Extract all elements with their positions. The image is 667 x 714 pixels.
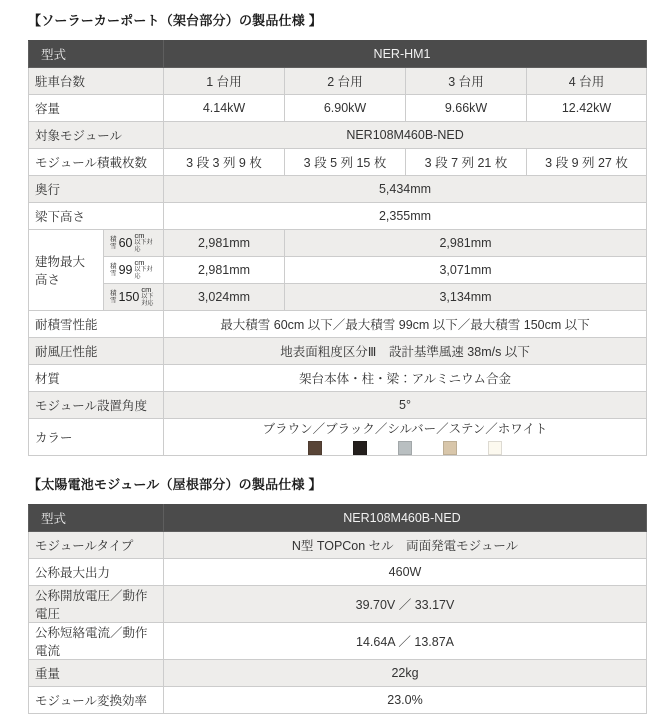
install-angle-value: 5° <box>164 392 647 419</box>
row-weight <box>29 660 647 687</box>
pv-spec-title: 【太陽電池モジュール（屋根部分）の製品仕様 】 <box>28 477 322 492</box>
material-label: 材質 <box>29 365 164 392</box>
row-target-module <box>29 122 647 149</box>
color-swatch-black <box>353 441 367 455</box>
pv-header-row <box>29 505 647 532</box>
row-beam-height <box>29 203 647 230</box>
color-swatch-sten <box>443 441 457 455</box>
row-max-output <box>29 559 647 586</box>
parking-value-1: 1 台用 <box>164 68 285 95</box>
snow-unit: cm <box>141 284 152 294</box>
efficiency-label: モジュール変換効率 <box>29 687 164 714</box>
snow-unit: cm <box>134 230 145 240</box>
snow-note: 以下対応 <box>141 294 154 308</box>
building-height-99-value-1: 2,981mm <box>164 257 285 284</box>
wind-resistance-value: 地表面粗度区分Ⅲ 設計基準風速 38m/s 以下 <box>164 338 647 365</box>
parking-value-2: 2 台用 <box>285 68 406 95</box>
target-module-value: NER108M460B-NED <box>164 122 647 149</box>
weight-value: 22kg <box>164 660 647 687</box>
snow-depth-60-icon <box>110 232 157 254</box>
weight-label: 重量 <box>29 660 164 687</box>
current-value: 14.64A ／ 13.87A <box>164 623 647 660</box>
loading-value-1: 3 段 3 列 9 枚 <box>164 149 285 176</box>
snow-150-number: 150 <box>118 289 140 304</box>
beam-height-label: 梁下高さ <box>29 203 164 230</box>
snow-badge-kanji: 積雪 <box>110 262 117 277</box>
row-depth <box>29 176 647 203</box>
depth-value: 5,434mm <box>164 176 647 203</box>
loading-value-2: 3 段 5 列 15 枚 <box>285 149 406 176</box>
pv-model-header-value: NER108M460B-NED <box>164 505 647 532</box>
row-module-loading <box>29 149 647 176</box>
module-type-value: N型 TOPCon セル 両面発電モジュール <box>164 532 647 559</box>
install-angle-label: モジュール設置角度 <box>29 392 164 419</box>
pv-spec-table <box>28 504 647 714</box>
max-output-value: 460W <box>164 559 647 586</box>
capacity-value-2: 6.90kW <box>285 95 406 122</box>
row-building-height-60 <box>29 230 647 257</box>
loading-value-4: 3 段 9 列 27 枚 <box>527 149 647 176</box>
snow-badge-kanji: 積雪 <box>110 235 117 250</box>
row-efficiency <box>29 687 647 714</box>
model-header-label: 型式 <box>29 41 164 68</box>
target-module-label: 対象モジュール <box>29 122 164 149</box>
snow-badge-kanji: 積雪 <box>110 289 117 304</box>
building-height-label: 建物最大高さ <box>29 230 104 311</box>
parking-label: 駐車台数 <box>29 68 164 95</box>
snow-resistance-value: 最大積雪 60cm 以下／最大積雪 99cm 以下／最大積雪 150cm 以下 <box>164 311 647 338</box>
row-snow-resistance <box>29 311 647 338</box>
building-height-150-value-2: 3,134mm <box>285 284 647 311</box>
wind-resistance-label: 耐風圧性能 <box>29 338 164 365</box>
parking-value-4: 4 台用 <box>527 68 647 95</box>
row-install-angle <box>29 392 647 419</box>
loading-label: モジュール積載枚数 <box>29 149 164 176</box>
pv-module-spec-section <box>28 474 646 714</box>
max-output-label: 公称最大出力 <box>29 559 164 586</box>
row-building-height-99 <box>29 257 647 284</box>
beam-height-value: 2,355mm <box>164 203 647 230</box>
snow-note: 以下対応 <box>134 267 153 281</box>
row-wind-resistance <box>29 338 647 365</box>
row-module-type <box>29 532 647 559</box>
color-value-cell <box>164 419 647 456</box>
efficiency-value: 23.0% <box>164 687 647 714</box>
capacity-value-1: 4.14kW <box>164 95 285 122</box>
header-row <box>29 41 647 68</box>
snow-depth-99-icon <box>110 259 157 281</box>
snow-unit: cm <box>134 257 145 267</box>
row-color <box>29 419 647 456</box>
color-names: ブラウン／ブラック／シルバー／ステン／ホワイト <box>262 422 548 436</box>
carport-spec-table <box>28 40 647 456</box>
color-swatch-silver <box>398 441 412 455</box>
carport-spec-section <box>28 10 646 456</box>
color-swatch-brown <box>308 441 322 455</box>
snow-150-badge-cell <box>104 284 164 311</box>
snow-99-badge-cell <box>104 257 164 284</box>
module-type-label: モジュールタイプ <box>29 532 164 559</box>
snow-note: 以下対応 <box>134 240 153 254</box>
row-building-height-150 <box>29 284 647 311</box>
building-height-99-value-2: 3,071mm <box>285 257 647 284</box>
color-swatch-white <box>488 441 502 455</box>
building-height-60-value-2: 2,981mm <box>285 230 647 257</box>
snow-60-number: 60 <box>118 235 133 250</box>
model-header-value: NER-HM1 <box>164 41 647 68</box>
building-height-150-value-1: 3,024mm <box>164 284 285 311</box>
row-parking <box>29 68 647 95</box>
building-height-60-value-1: 2,981mm <box>164 230 285 257</box>
current-label: 公称短絡電流／動作電流 <box>29 623 164 660</box>
loading-value-3: 3 段 7 列 21 枚 <box>406 149 527 176</box>
color-swatch-row <box>170 441 640 455</box>
capacity-value-3: 9.66kW <box>406 95 527 122</box>
snow-resistance-label: 耐積雪性能 <box>29 311 164 338</box>
color-label: カラー <box>29 419 164 456</box>
carport-spec-title: 【ソーラーカーポート（架台部分）の製品仕様 】 <box>28 13 322 28</box>
capacity-value-4: 12.42kW <box>527 95 647 122</box>
row-voltage <box>29 586 647 623</box>
capacity-label: 容量 <box>29 95 164 122</box>
snow-99-number: 99 <box>118 262 133 277</box>
snow-depth-150-icon <box>110 286 157 308</box>
parking-value-3: 3 台用 <box>406 68 527 95</box>
voltage-label: 公称開放電圧／動作電圧 <box>29 586 164 623</box>
row-material <box>29 365 647 392</box>
depth-label: 奥行 <box>29 176 164 203</box>
voltage-value: 39.70V ／ 33.17V <box>164 586 647 623</box>
pv-model-header-label: 型式 <box>29 505 164 532</box>
snow-60-badge-cell <box>104 230 164 257</box>
material-value: 架台本体・柱・梁：アルミニウム合金 <box>164 365 647 392</box>
row-current <box>29 623 647 660</box>
row-capacity <box>29 95 647 122</box>
